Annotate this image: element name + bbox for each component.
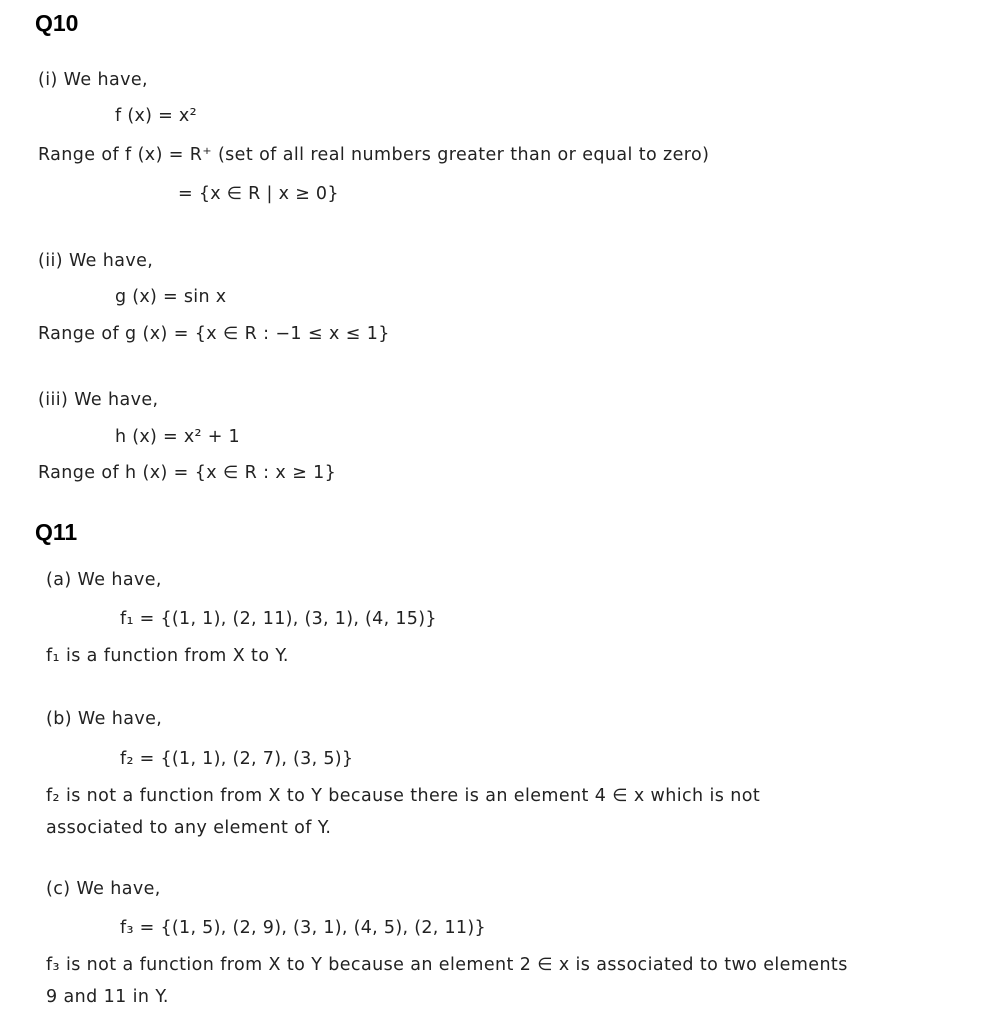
q10-part-iii-definition: h (x) = x² + 1	[115, 427, 240, 447]
q11-part-c-intro: (c) We have,	[46, 879, 161, 899]
q11-part-c-conclusion-line1: f₃ is not a function from X to Y because an element 2 ∈ x is associated to two elements	[46, 955, 848, 975]
q10-part-iii-range-line: Range of h (x) = {x ∈ R : x ≥ 1}	[38, 463, 337, 483]
q10-part-i-intro: (i) We have,	[38, 70, 148, 90]
q10-part-ii-range-line: Range of g (x) = {x ∈ R : −1 ≤ x ≤ 1}	[38, 324, 390, 344]
q11-part-a-conclusion: f₁ is a function from X to Y.	[46, 646, 289, 666]
q11-part-b-conclusion-line1: f₂ is not a function from X to Y because there is an element 4 ∈ x which is not	[46, 786, 761, 806]
q10-part-i-range-line: Range of f (x) = R⁺ (set of all real numbers greater than or equal to zero)	[38, 145, 710, 165]
q10-heading: Q10	[35, 10, 79, 36]
q10-part-i-definition: f (x) = x²	[115, 106, 197, 126]
q11-part-c-conclusion-line2: 9 and 11 in Y.	[46, 987, 169, 1007]
q10-part-ii-intro: (ii) We have,	[38, 251, 154, 271]
q11-heading: Q11	[35, 519, 78, 545]
q10-part-i-range-set: = {x ∈ R | x ≥ 0}	[178, 184, 339, 204]
q11-part-c-definition: f₃ = {(1, 5), (2, 9), (3, 1), (4, 5), (2, 11)}	[120, 918, 486, 938]
q11-part-b-intro: (b) We have,	[46, 709, 163, 729]
q11-part-b-definition: f₂ = {(1, 1), (2, 7), (3, 5)}	[120, 749, 354, 769]
q11-part-a-intro: (a) We have,	[46, 570, 162, 590]
q10-part-ii-definition: g (x) = sin x	[115, 287, 227, 307]
q10-part-iii-intro: (iii) We have,	[38, 390, 159, 410]
q11-part-a-definition: f₁ = {(1, 1), (2, 11), (3, 1), (4, 15)}	[120, 609, 437, 629]
q11-part-b-conclusion-line2: associated to any element of Y.	[46, 818, 332, 838]
